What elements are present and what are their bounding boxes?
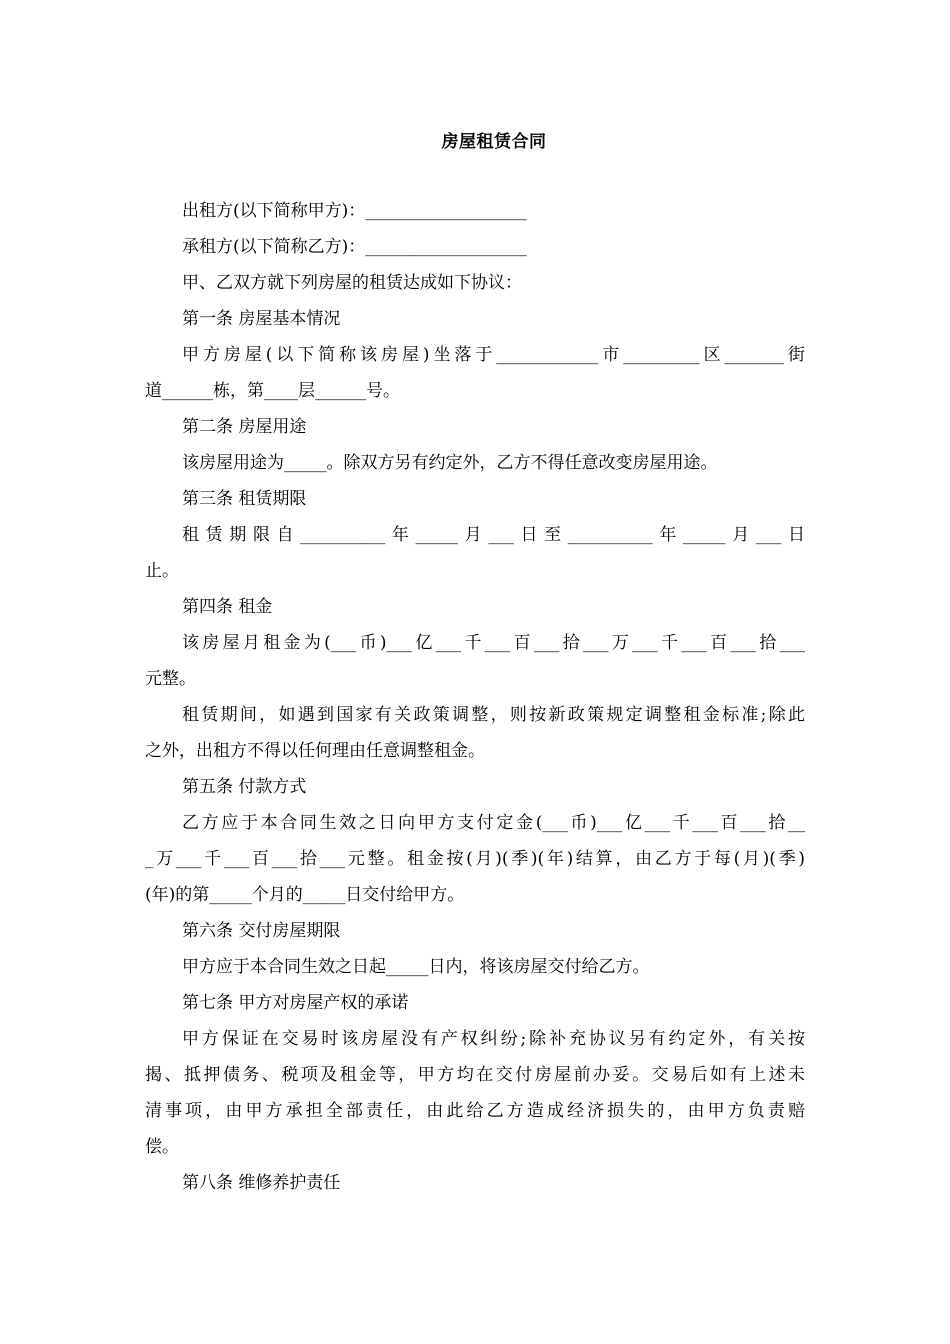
article-1-heading: 第一条 房屋基本情况	[182, 309, 341, 329]
article-8-heading: 第八条 维修养护责任	[182, 1173, 341, 1193]
article-2-text: 该房屋用途为_____。除双方另有约定外，乙方不得任意改变房屋用途。	[182, 453, 718, 473]
article-1-text-line-2: 道______栋，第____层______号。	[145, 381, 400, 401]
document-title: 房屋租赁合同	[441, 132, 547, 152]
article-3-text-line-1: 租赁期限自__________年_____月___日至__________年_____月___日	[182, 525, 805, 545]
article-7-text-line-1: 甲方保证在交易时该房屋没有产权纠纷;除补充协议另有约定外，有关按	[182, 1029, 805, 1049]
article-1-text-line-1: 甲方房屋(以下简称该房屋)坐落于____________市_________区_______街	[182, 345, 805, 365]
article-5-heading: 第五条 付款方式	[182, 777, 307, 797]
article-6-text: 甲方应于本合同生效之日起_____日内，将该房屋交付给乙方。	[182, 957, 650, 977]
article-4-text-line-2: 元整。	[145, 669, 196, 689]
article-4-heading: 第四条 租金	[182, 597, 273, 617]
article-7-text-line-4: 偿。	[145, 1137, 179, 1157]
article-5-text-line-3: (年)的第_____个月的_____日交付给甲方。	[145, 885, 465, 905]
article-4-text-line-3: 租赁期间，如遇到国家有关政策调整，则按新政策规定调整租金标准;除此	[182, 705, 805, 725]
lessee-line: 承租方(以下简称乙方)：___________________	[182, 237, 527, 257]
article-5-text-line-1: 乙方应于本合同生效之日向甲方支付定金(___币)___亿___千___百___拾__	[182, 813, 805, 833]
article-6-heading: 第六条 交付房屋期限	[182, 921, 341, 941]
article-4-text-line-1: 该房屋月租金为(___币)___亿___千___百___拾___万___千___百___拾___	[182, 633, 805, 653]
lessor-line: 出租方(以下简称甲方)：___________________	[182, 201, 527, 221]
article-3-text-line-2: 止。	[145, 561, 179, 581]
article-4-text-line-4: 之外，出租方不得以任何理由任意调整租金。	[145, 741, 485, 761]
article-7-heading: 第七条 甲方对房屋产权的承诺	[182, 993, 409, 1013]
article-7-text-line-2: 揭、抵押债务、税项及租金等，甲方均在交付房屋前办妥。交易后如有上述未	[145, 1065, 805, 1085]
article-3-heading: 第三条 租赁期限	[182, 489, 307, 509]
agreement-intro: 甲、乙双方就下列房屋的租赁达成如下协议：	[182, 273, 522, 293]
article-7-text-line-3: 清事项，由甲方承担全部责任，由此给乙方造成经济损失的，由甲方负责赔	[145, 1101, 805, 1121]
article-2-heading: 第二条 房屋用途	[182, 417, 307, 437]
article-5-text-line-2: _万___千___百___拾___元整。租金按(月)(季)(年)结算，由乙方于每(月)(季)	[145, 849, 805, 869]
